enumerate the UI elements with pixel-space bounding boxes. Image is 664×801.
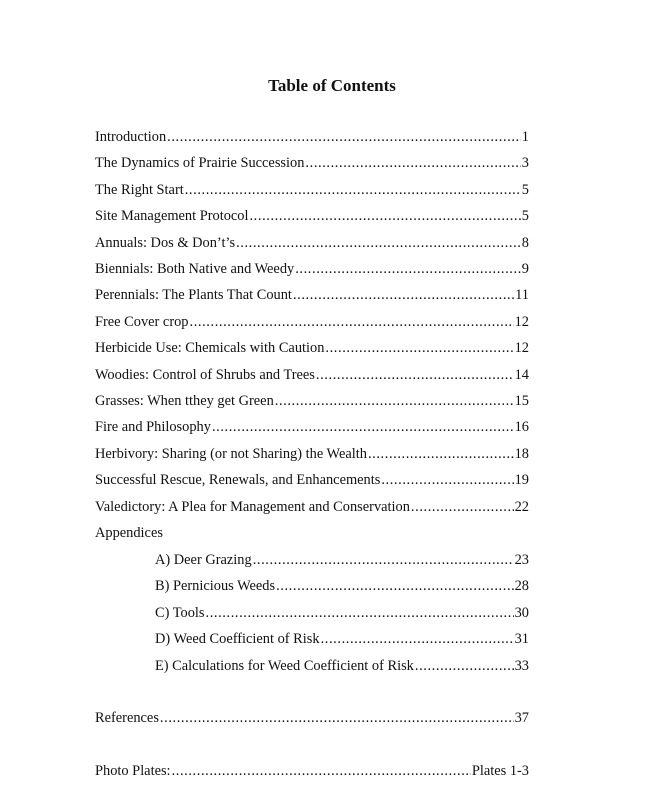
dot-leader bbox=[236, 234, 521, 252]
photo-plates-entry[interactable] bbox=[95, 762, 529, 780]
dot-leader bbox=[275, 392, 514, 410]
appendix-entry-page: 33 bbox=[514, 658, 529, 674]
toc-entry[interactable] bbox=[95, 128, 529, 146]
appendix-entry-label: E) Calculations for Weed Coefficient of Risk bbox=[155, 658, 414, 674]
appendix-entry-page: 31 bbox=[514, 631, 529, 647]
page-title: Table of Contents bbox=[268, 76, 396, 95]
dot-leader bbox=[295, 260, 521, 278]
dot-leader bbox=[160, 709, 514, 727]
toc-entry[interactable] bbox=[95, 234, 529, 252]
toc-entry-label: Fire and Philosophy bbox=[95, 419, 211, 435]
toc-entry[interactable] bbox=[95, 339, 529, 357]
references-label: References bbox=[95, 710, 159, 726]
photo-plates-label: Photo Plates: bbox=[95, 763, 171, 779]
toc-entry[interactable] bbox=[95, 418, 529, 436]
dot-leader bbox=[321, 630, 514, 648]
toc-entry-label: Valedictory: A Plea for Management and Conservation bbox=[95, 499, 410, 515]
toc-entry-page: 12 bbox=[514, 340, 529, 356]
toc-entry-page: 5 bbox=[521, 182, 529, 198]
toc-entry-page: 22 bbox=[514, 499, 529, 515]
toc-entry-label: The Right Start bbox=[95, 182, 184, 198]
toc-entry-label: Free Cover crop bbox=[95, 314, 189, 330]
toc-entry-label: Herbicide Use: Chemicals with Caution bbox=[95, 340, 325, 356]
dot-leader bbox=[276, 577, 514, 595]
toc-entry-label: Perennials: The Plants That Count bbox=[95, 287, 292, 303]
toc-entry[interactable] bbox=[95, 392, 529, 410]
toc-entry-page: 16 bbox=[514, 419, 529, 435]
toc-entry[interactable] bbox=[95, 366, 529, 384]
appendix-entry[interactable] bbox=[155, 630, 529, 648]
appendix-entry-label: C) Tools bbox=[155, 605, 205, 621]
toc-entry-label: Woodies: Control of Shrubs and Trees bbox=[95, 367, 315, 383]
dot-leader bbox=[415, 657, 514, 675]
appendix-entry[interactable] bbox=[155, 604, 529, 622]
toc-entry[interactable] bbox=[95, 154, 529, 172]
dot-leader bbox=[368, 445, 514, 463]
toc-entry-label: Site Management Protocol bbox=[95, 208, 249, 224]
dot-leader bbox=[293, 286, 514, 304]
toc-entry-label: Successful Rescue, Renewals, and Enhancements bbox=[95, 472, 381, 488]
appendix-entry[interactable] bbox=[155, 577, 529, 595]
toc-entry-label: The Dynamics of Prairie Succession bbox=[95, 155, 305, 171]
dot-leader bbox=[190, 313, 514, 331]
toc-entry[interactable] bbox=[95, 286, 529, 304]
references-page: 37 bbox=[514, 710, 529, 726]
dot-leader bbox=[249, 207, 520, 225]
toc-entry[interactable] bbox=[95, 260, 529, 278]
toc-entry-page: 12 bbox=[514, 314, 529, 330]
toc-entry-label: Introduction bbox=[95, 129, 167, 145]
references-entry[interactable] bbox=[95, 709, 529, 727]
toc-entry[interactable] bbox=[95, 498, 529, 516]
appendix-entry-page: 23 bbox=[514, 552, 529, 568]
toc-entry-page: 8 bbox=[521, 235, 529, 251]
appendix-entry[interactable] bbox=[155, 657, 529, 675]
toc-entry-page: 19 bbox=[514, 472, 529, 488]
dot-leader bbox=[381, 471, 513, 489]
appendix-entry-label: D) Weed Coefficient of Risk bbox=[155, 631, 320, 647]
toc-entry[interactable] bbox=[95, 471, 529, 489]
toc-entry-label: Biennials: Both Native and Weedy bbox=[95, 261, 295, 277]
toc-entry-label: Annuals: Dos & Don’t’s bbox=[95, 235, 236, 251]
toc-entry-page: 14 bbox=[514, 367, 529, 383]
appendix-entry-page: 30 bbox=[514, 605, 529, 621]
toc-entry-page: 18 bbox=[514, 446, 529, 462]
appendix-entry-label: A) Deer Grazing bbox=[155, 552, 252, 568]
appendix-entry-label: B) Pernicious Weeds bbox=[155, 578, 276, 594]
toc-entry-page: 1 bbox=[521, 129, 529, 145]
dot-leader bbox=[305, 154, 520, 172]
toc-entry-page: 15 bbox=[514, 393, 529, 409]
toc-entry-page: 9 bbox=[521, 261, 529, 277]
toc-entry-page: 5 bbox=[521, 208, 529, 224]
appendix-entry-page: 28 bbox=[514, 578, 529, 594]
toc-entry[interactable] bbox=[95, 181, 529, 199]
dot-leader bbox=[253, 551, 514, 569]
toc-entry[interactable] bbox=[95, 207, 529, 225]
toc-entry-page: 11 bbox=[515, 287, 529, 303]
photo-plates-page: Plates 1-3 bbox=[471, 763, 529, 779]
dot-leader bbox=[206, 604, 514, 622]
appendix-entry[interactable] bbox=[155, 551, 529, 569]
toc-entry[interactable] bbox=[95, 445, 529, 463]
dot-leader bbox=[185, 181, 521, 199]
toc-entry-label: Grasses: When tthey get Green bbox=[95, 393, 274, 409]
toc-entry-page: 3 bbox=[521, 155, 529, 171]
dot-leader bbox=[167, 128, 521, 146]
dot-leader bbox=[411, 498, 514, 516]
dot-leader bbox=[325, 339, 513, 357]
toc-entry-label: Herbivory: Sharing (or not Sharing) the Wealth bbox=[95, 446, 367, 462]
dot-leader bbox=[172, 762, 471, 780]
dot-leader bbox=[212, 418, 514, 436]
toc-entry[interactable] bbox=[95, 313, 529, 331]
appendices-heading: Appendices bbox=[95, 525, 163, 541]
dot-leader bbox=[316, 366, 514, 384]
